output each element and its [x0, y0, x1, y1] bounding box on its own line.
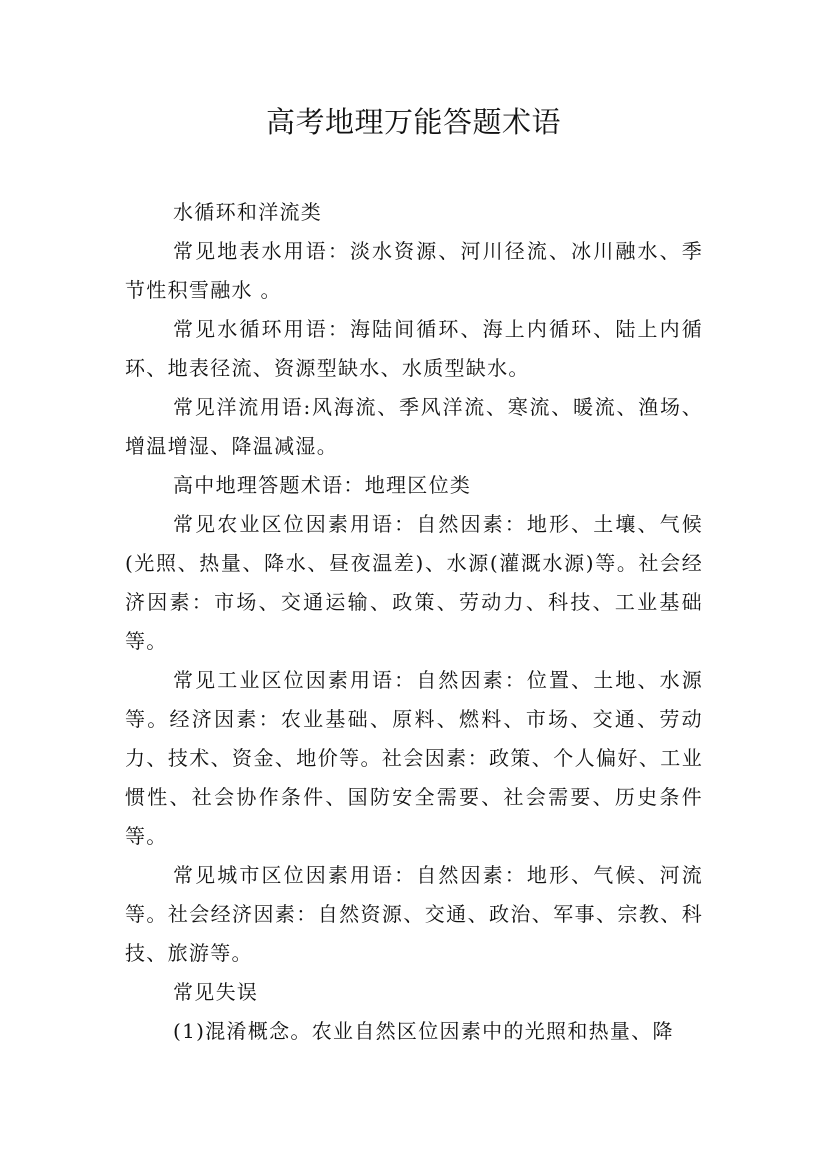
paragraph-industry-location: 常见工业区位因素用语：自然因素：位置、土地、水源等。经济因素：农业基础、原料、燃料、市场、交通、劳动力、技术、资金、地价等。社会因素：政策、个人偏好、工业惯性、社会协作条件、国防安全需要、社会需要、历史条件等。	[125, 668, 703, 848]
paragraph-water-cycle-terms: 常见水循环用语：海陆间循环、海上内循环、陆上内循环、地表径流、资源型缺水、水质型缺水。	[125, 317, 703, 380]
section-heading-common-mistakes: 常见失误	[173, 980, 259, 1004]
document-title: 高考地理万能答题术语	[265, 105, 561, 139]
section-heading-location: 高中地理答题术语：地理区位类	[173, 473, 472, 497]
paragraph-agriculture-location: 常见农业区位因素用语：自然因素：地形、土壤、气候(光照、热量、降水、昼夜温差)、水源(灌溉水源)等。社会经济因素：市场、交通运输、政策、劳动力、科技、工业基础等。	[125, 512, 703, 653]
section-heading-water-cycle: 水循环和洋流类	[173, 200, 323, 224]
paragraph-ocean-current-terms: 常见洋流用语:风海流、季风洋流、寒流、暖流、渔场、增温增湿、降温减湿。	[125, 395, 703, 458]
document-body	[125, 193, 703, 1051]
paragraph-city-location: 常见城市区位因素用语：自然因素：地形、气候、河流等。社会经济因素：自然资源、交通、政治、军事、宗教、科技、旅游等。	[125, 863, 703, 965]
paragraph-mistake-1: (1)混淆概念。农业自然区位因素中的光照和热量、降	[173, 1019, 674, 1043]
paragraph-surface-water-terms: 常见地表水用语：淡水资源、河川径流、冰川融水、季节性积雪融水 。	[125, 239, 703, 302]
